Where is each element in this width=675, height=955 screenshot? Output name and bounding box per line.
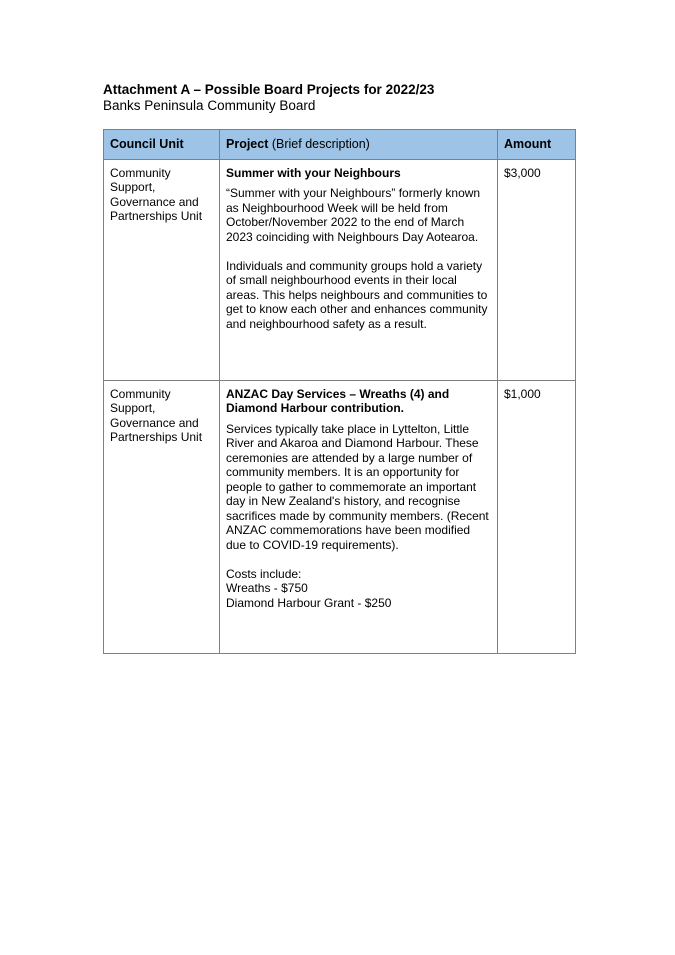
cell-amount: $1,000 bbox=[498, 380, 576, 653]
header-project-label: Project bbox=[226, 137, 269, 151]
cell-project bbox=[220, 380, 498, 653]
cost-item: Diamond Harbour Grant - $250 bbox=[226, 595, 392, 610]
cell-project bbox=[220, 159, 498, 380]
table-row bbox=[104, 159, 576, 380]
cost-item: Wreaths - $750 bbox=[226, 581, 308, 595]
project-title: Summer with your Neighbours bbox=[226, 165, 401, 180]
header-project bbox=[220, 130, 498, 160]
projects-table bbox=[103, 129, 576, 654]
document-title: Attachment A – Possible Board Projects for 2022/23 bbox=[103, 82, 435, 97]
costs-heading: Costs include: bbox=[226, 566, 302, 581]
cell-amount: $3,000 bbox=[498, 159, 576, 380]
cell-council-unit: Community Support, Governance and Partnerships Unit bbox=[104, 380, 220, 653]
header-amount: Amount bbox=[498, 130, 576, 160]
header-project-sublabel: (Brief description) bbox=[268, 137, 370, 151]
project-description: Individuals and community groups hold a variety of small neighbourhood events in their local areas. This helps neighbours and communities to get to know each other and enhances community and neighbourhood safety as a result. bbox=[226, 258, 488, 331]
document-page bbox=[103, 82, 575, 654]
document-subtitle: Banks Peninsula Community Board bbox=[103, 98, 316, 113]
table-header-row bbox=[104, 130, 576, 160]
project-title: ANZAC Day Services – Wreaths (4) and Diamond Harbour contribution. bbox=[226, 386, 450, 415]
costs-block bbox=[226, 567, 491, 611]
header-council-unit: Council Unit bbox=[104, 130, 220, 160]
project-description: “Summer with your Neighbours” formerly known as Neighbourhood Week will be held from October/November 2022 to the end of March 2023 coinciding with Neighbours Day Aotearoa. bbox=[226, 186, 481, 244]
cell-council-unit: Community Support, Governance and Partnerships Unit bbox=[104, 159, 220, 380]
table-row bbox=[104, 380, 576, 653]
project-description: Services typically take place in Lyttelton, Little River and Akaroa and Diamond Harbour. These ceremonies are attended by a large number of community members. It is an opportunity for people to gather to commemorate an important day in New Zealand's history, and recognise sacrifices made by community members. (Recent ANZAC commemorations have been modified due to COVID-19 requirements). bbox=[226, 421, 489, 552]
